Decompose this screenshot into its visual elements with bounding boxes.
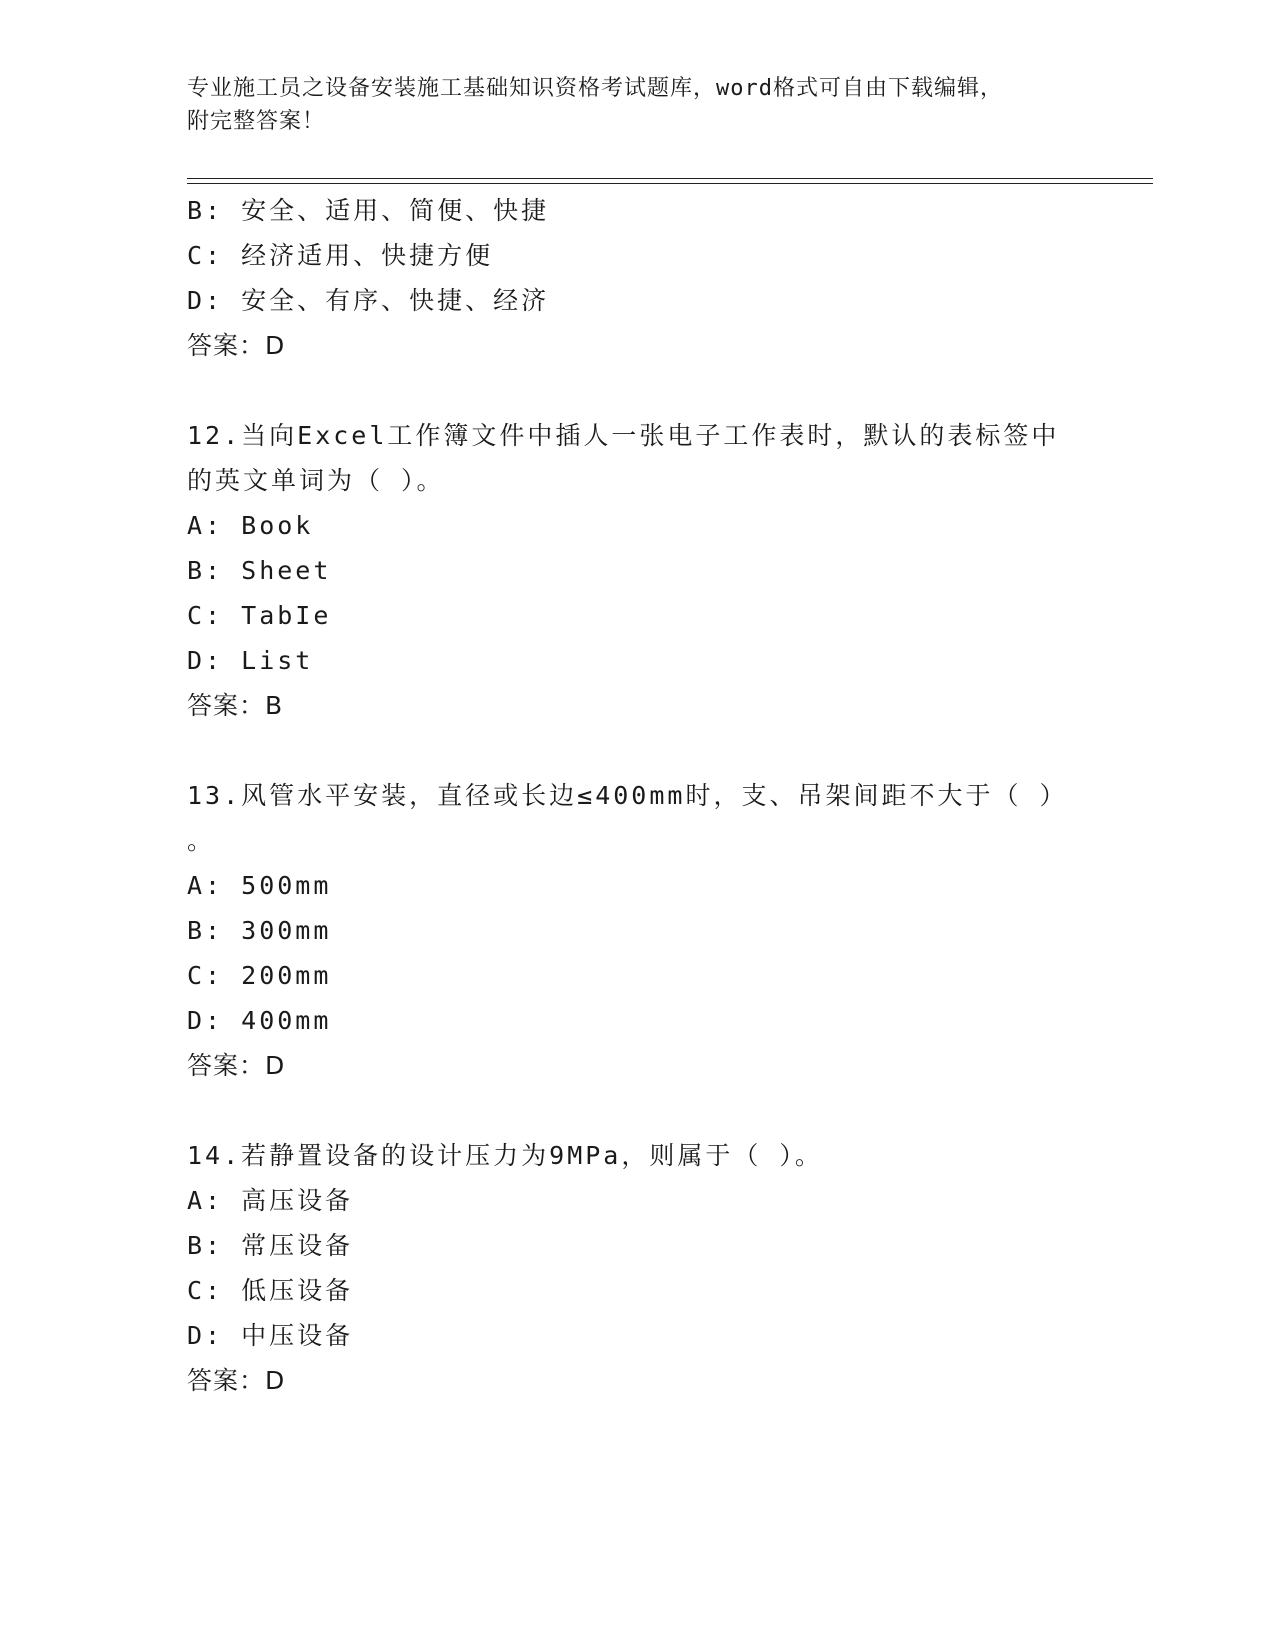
answer-label: 答案：D [187,1366,286,1395]
question-12 [187,413,1067,728]
header-divider-bottom [187,183,1153,184]
question-list [187,188,1087,1403]
spacer [187,368,1087,413]
answer-label: 答案：D [187,331,286,360]
question-text-line-2: 的英文单词为（ ）。 [187,466,445,495]
question-14 [187,1133,1087,1403]
option-b: B: 安全、适用、简便、快捷 [187,196,550,225]
question-text-line-1: 14.若静置设备的设计压力为9MPa，则属于（ ）。 [187,1141,823,1170]
option-a: A: 高压设备 [187,1186,354,1215]
spacer [187,728,1087,773]
question-text-line-1: 12.当向Excel工作簿文件中插人一张电子工作表时，默认的表标签中 [187,421,1060,450]
option-c: C: 低压设备 [187,1276,354,1305]
option-d: D: 中压设备 [187,1321,354,1350]
question-text-line-1: 13.风管水平安装，直径或长边≤400mm时，支、吊架间距不大于（ ） [187,781,1068,810]
option-c: C: 200mm [187,961,332,990]
option-b: B: 常压设备 [187,1231,354,1260]
spacer [187,1088,1087,1133]
option-b: B: Sheet [187,556,332,585]
header-line-1: 专业施工员之设备安装施工基础知识资格考试题库，word格式可自由下载编辑， [187,76,1003,101]
answer-label: 答案：D [187,1051,286,1080]
header-divider-top [187,178,1153,179]
question-13 [187,773,1067,1088]
answer-label: 答案：B [187,691,284,720]
option-a: A: Book [187,511,314,540]
question-11-tail [187,188,1087,368]
option-c: C: 经济适用、快捷方便 [187,241,494,270]
header-line-2: 附完整答案！ [187,109,326,134]
document-header [187,72,1067,138]
option-c: C: TabIe [187,601,332,630]
option-d: D: List [187,646,314,675]
question-text-line-2: 。 [187,826,213,855]
option-a: A: 500mm [187,871,332,900]
option-b: B: 300mm [187,916,332,945]
option-d: D: 安全、有序、快捷、经济 [187,286,550,315]
option-d: D: 400mm [187,1006,332,1035]
